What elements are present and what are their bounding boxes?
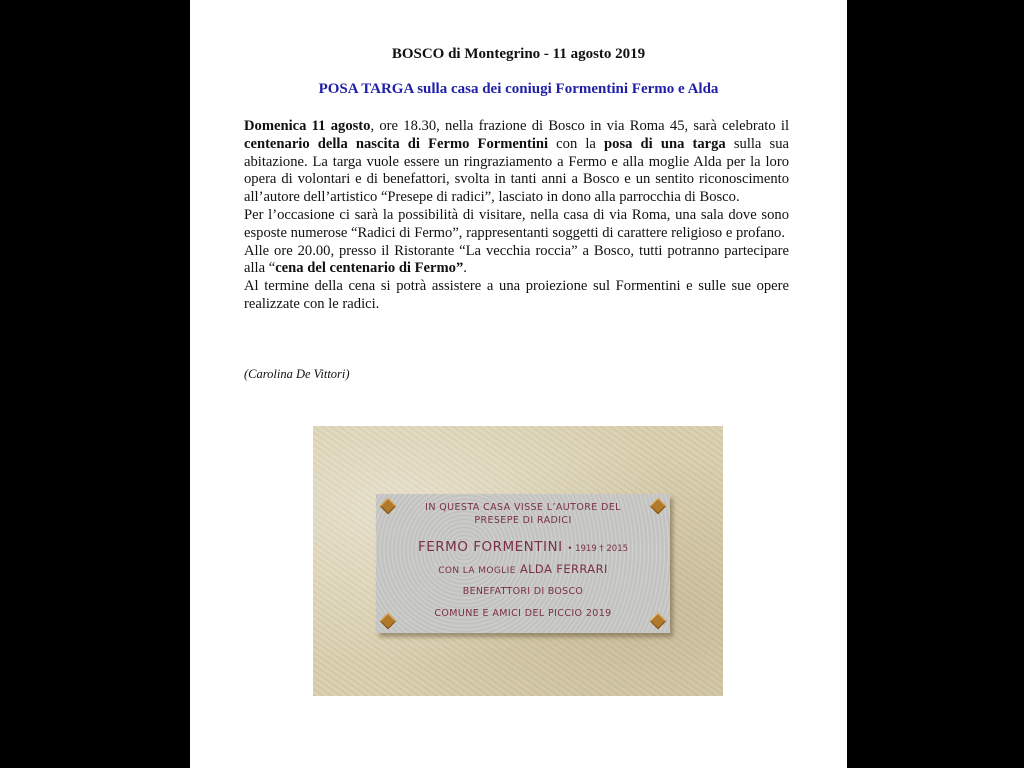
paragraph-4: Al termine della cena si potrà assistere a una proiezione sul Formentini e sulle sue opere realizzate con le radici. [244,278,789,312]
plaque-dates: • 1919 † 2015 [567,544,629,554]
paragraph-3 [244,243,789,279]
p3-bold-b: cena del centenario di Fermo” [275,260,464,277]
plaque-photo [313,426,723,696]
plaque-line-1: IN QUESTA CASA VISSE L’AUTORE DEL [425,502,621,513]
p3-text-c: . [463,260,467,277]
paragraph-1 [244,118,789,207]
page-subtitle: POSA TARGA sulla casa dei coniugi Formentini Fermo e Alda [318,81,719,97]
p1-bold-b: centenario della nascita di Fermo Formentini [244,135,549,152]
author-signature: (Carolina De Vittori) [244,367,350,381]
document-page [190,0,847,768]
plaque-line-4 [376,562,670,576]
p1-lead-bold: Domenica 11 agosto [244,118,371,134]
right-black-border [847,0,1024,768]
paragraph-2: Per l’occasione ci sarà la possibilità di visitare, nella casa di via Roma, una sala dove sono esposte numerose “Radici di Fermo”, rappresentanti soggetti di carattere religioso e profano. [244,206,789,241]
plaque-line-5: BENEFATTORI DI BOSCO [462,586,584,597]
p1-text-c: con la [548,135,605,152]
p1-text-e: sulla sua abitazione. La targa vuole essere un ringraziamento a Fermo e alla moglie Alda per la loro opera di volontari e di benefattori, svolta in tanti anni a Bosco e un sentito riconoscimento all’autore dell’artistico “Presepe di radici”, lasciato in dono alla parrocchia di Bosco. [244,135,789,206]
p3-text-a: Alle ore 20.00, presso il Ristorante “La vecchia roccia” a Bosco, tutti potranno partecipare alla “ [244,242,789,277]
p1-text-a: , ore 18.30, nella frazione di Bosco in via Roma 45, sarà celebrato il [370,118,789,134]
memorial-plaque [376,494,670,633]
plaque-line-4b: ALDA FERRARI [519,562,608,576]
left-black-border [0,0,190,768]
plaque-name: FERMO FORMENTINI [417,539,563,555]
plaque-line-4a: CON LA MOGLIE [438,566,516,576]
p1-bold-d: posa di una targa [604,135,726,152]
plaque-line-3 [376,539,670,555]
plaque-line-6: COMUNE E AMICI DEL PICCIO 2019 [434,608,612,619]
article-body [244,118,789,314]
page-title: BOSCO di Montegrino - 11 agosto 2019 [391,46,646,62]
plaque-line-2: PRESEPE DI RADICI [474,515,572,526]
